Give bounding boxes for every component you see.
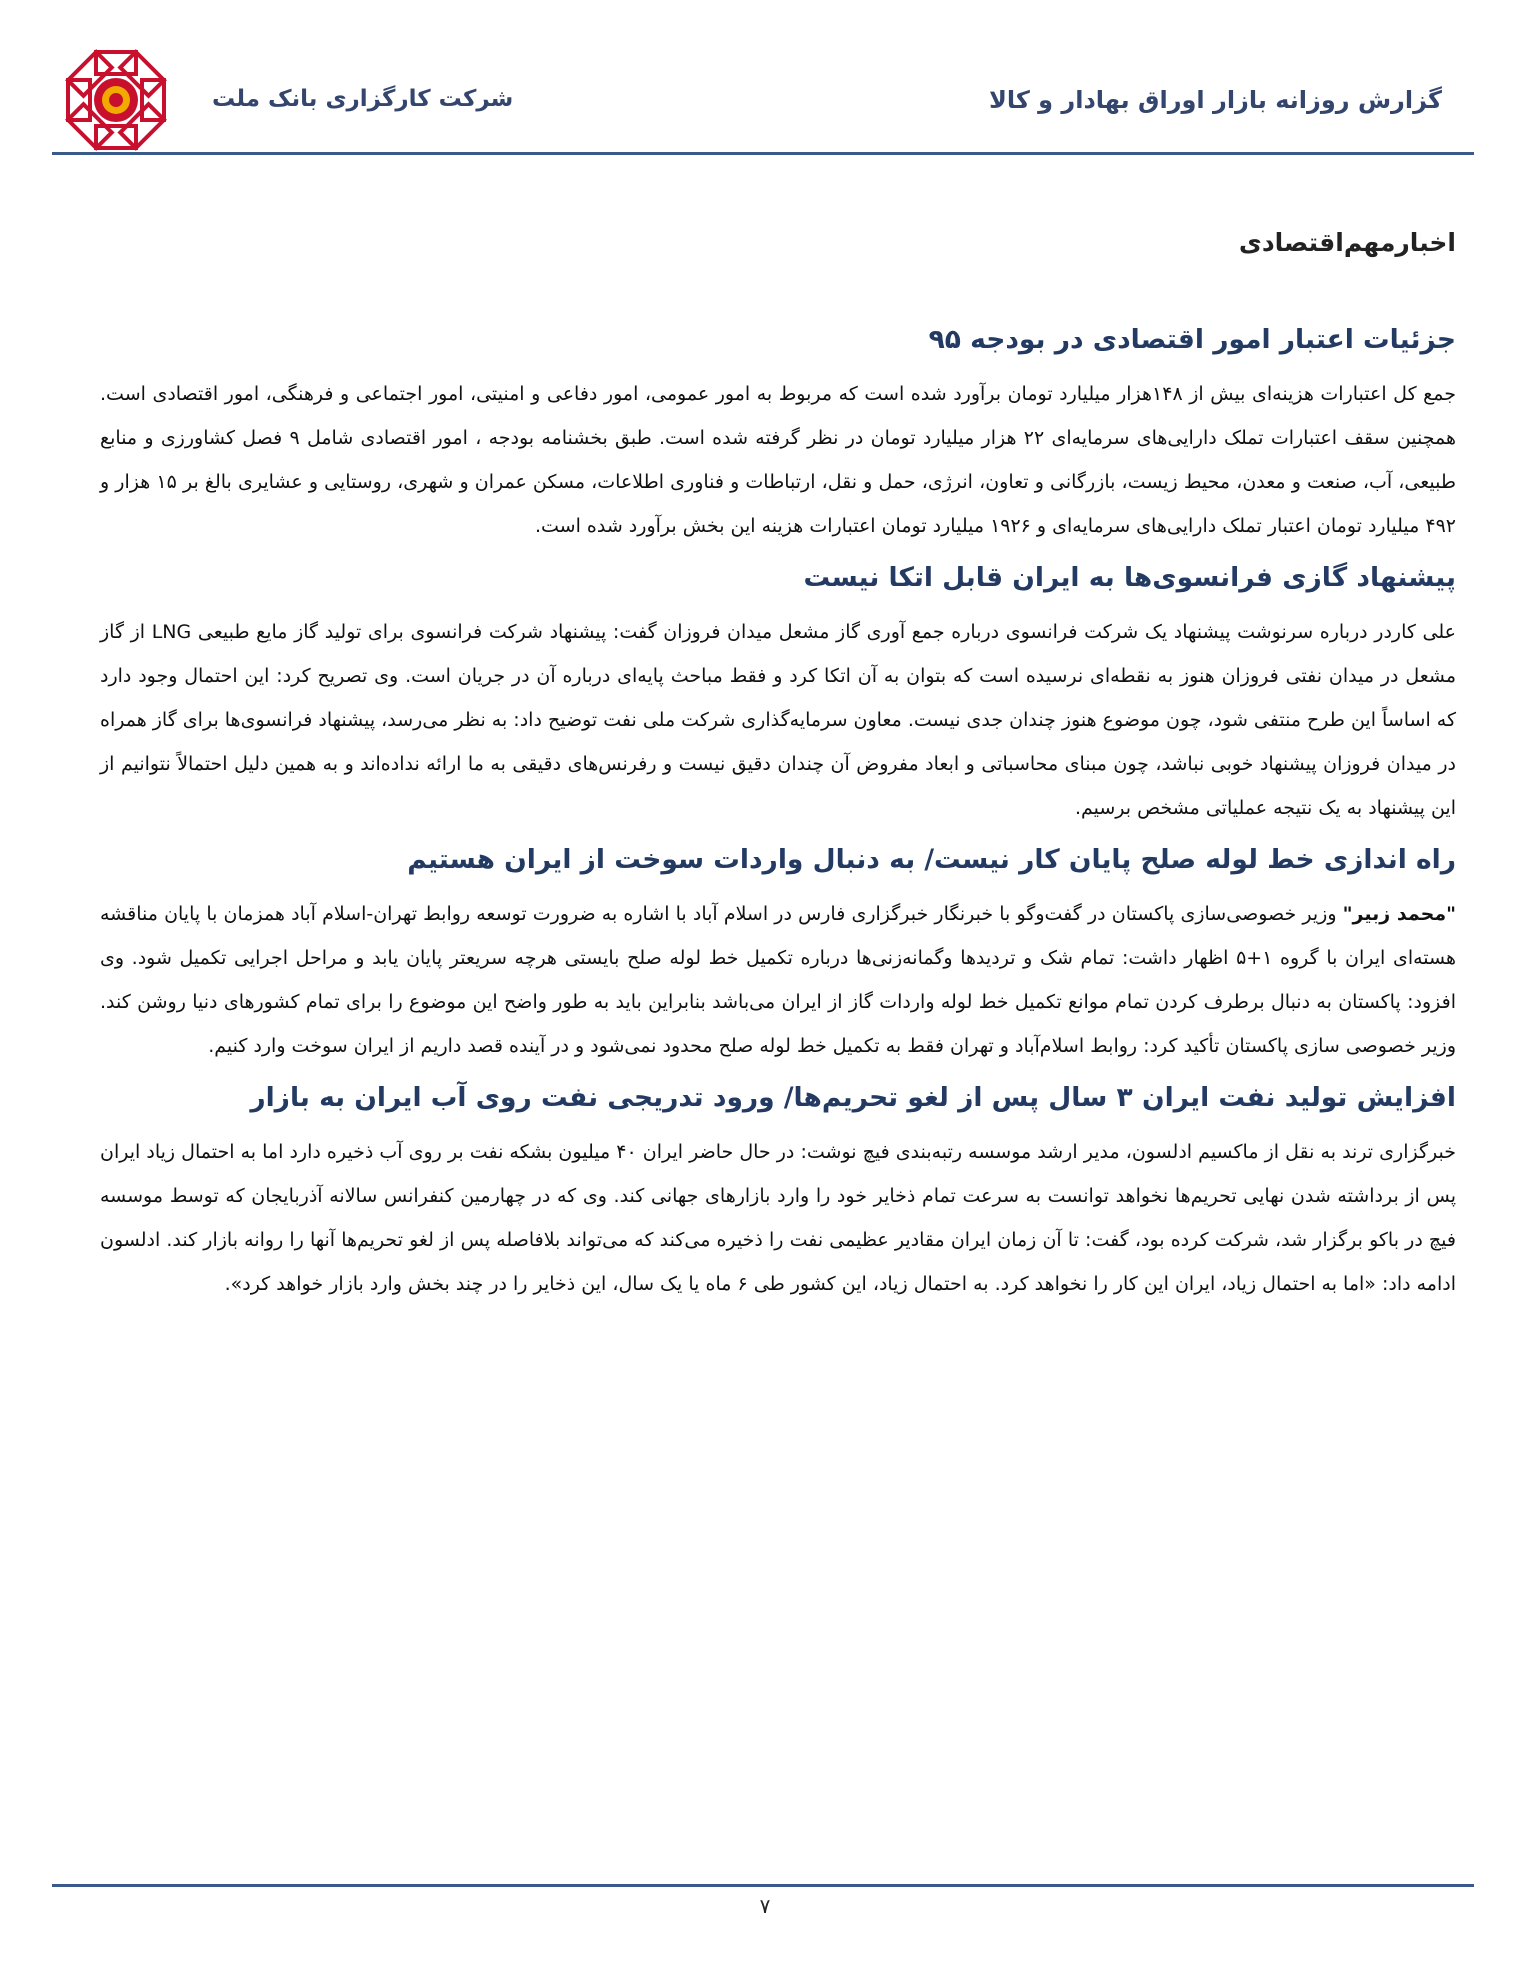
article-title: افزایش تولید نفت ایران ۳ سال پس از لغو تحریم‌ها/ ورود تدریجی نفت روی آب ایران به بازار — [250, 1082, 1456, 1113]
footer-divider — [52, 1884, 1474, 1887]
report-title: گزارش روزانه بازار اوراق بهادار و کالا — [988, 86, 1442, 114]
article-title: راه اندازی خط لوله صلح پایان کار نیست/ به دنبال واردات سوخت از ایران هستیم — [407, 844, 1456, 875]
article-body-container — [100, 892, 1456, 1068]
news-content — [100, 318, 1456, 1314]
news-article — [100, 318, 1456, 548]
article-body: خبرگزاری ترند به نقل از ماکسیم ادلسون، مدیر ارشد موسسه رتبه‌بندی فیچ نوشت: در حال حاضر ایران ۴۰ میلیون بشکه نفت بر روی آب ذخیره دارد اما به احتمال زیاد ایران پس از برداشته شدن نهایی تحریم‌ها نخواهد توانست به سرعت تمام ذخایر خود را وارد بازارهای جهانی کند. وی که در چهارمین کنفرانس سالانه آذربایجان که توسط موسسه فیچ در باکو برگزار شد، شرکت کرده بود، گفت: تا آن زمان ایران مقادیر عظیمی نفت را ذخیره می‌کند که می‌تواند بلافاصله پس از لغو تحریم‌ها آنها را روانه بازار کند. ادلسون ادامه داد: «اما به احتمال زیاد، ایران این کار را نخواهد کرد. به احتمال زیاد، این کشور طی ۶ ماه یا یک سال، این ذخایر را در چند بخش وارد بازار خواهد کرد». — [100, 1141, 1456, 1295]
news-article — [100, 1076, 1456, 1306]
header-divider — [52, 152, 1474, 155]
article-body: جمع کل اعتبارات هزینه‌ای بیش از ۱۴۸هزار میلیارد تومان برآورد شده است که مربوط به امور عمومی، امور دفاعی و امنیتی، امور اجتماعی و فرهنگی، امور اقتصادی است. همچنین سقف اعتبارات تملک دارایی‌های سرمایه‌ای ۲۲ هزار میلیارد تومان در نظر گرفته شده است. طبق بخشنامه بودجه ، امور اقتصادی شامل ۹ فصل کشاورزی و منابع طبیعی، آب، صنعت و معدن، محیط زیست، بازرگانی و تعاون، انرژی، حمل و نقل، ارتباطات و فناوری اطلاعات، مسکن عمران و شهری، روستایی و عشایری بالغ بر ۱۵ هزار و ۴۹۲ میلیارد تومان اعتبار تملک دارایی‌های سرمایه‌ای و ۱۹۲۶ میلیارد تومان اعتبارات هزینه این بخش برآورد شده است. — [100, 383, 1457, 537]
article-title: جزئیات اعتبار امور اقتصادی در بودجه ۹۵ — [928, 324, 1456, 355]
article-body: علی کاردر درباره سرنوشت پیشنهاد یک شرکت فرانسوی درباره جمع آوری گاز مشعل میدان فروزان گفت: پیشنهاد شرکت فرانسوی برای تولید گاز مایع طبیعی LNG از گاز مشعل در میدان نفتی فروزان هنوز به نقطه‌ای نرسیده است که بتوان به آن اتکا کرد و فقط مباحث پایه‌ای درباره آن در جریان است. وی تصریح کرد: این احتمال وجود دارد که اساساً این طرح منتفی شود، چون موضوع هنوز چندان جدی نیست. معاون سرمایه‌گذاری شرکت ملی نفت توضیح داد: به نظر می‌رسد، پیشنهاد فرانسوی‌ها برای گاز همراه در میدان فروزان پیشنهاد خوبی نباشد، چون مبنای محاسباتی و ابعاد مفروض آن چندان دقیق نیست و رفرنس‌های دقیقی به ما ارائه نداده‌اند و به همین دلیل احتمالاً نتوانیم از این پیشنهاد به یک نتیجه عملیاتی مشخص برسیم. — [100, 621, 1456, 819]
news-article — [100, 838, 1456, 1068]
page-number: ۷ — [759, 1894, 771, 1918]
article-body: وزیر خصوصی‌سازی پاکستان در گفت‌وگو با خبرنگار خبرگزاری فارس در اسلام آباد با اشاره به ضرورت توسعه روابط تهران-اسلام آباد همزمان با پایان مناقشه هسته‌ای ایران با گروه ۱+۵ اظهار داشت: تمام شک و تردیدها وگمانه‌زنی‌ها درباره تکمیل خط لوله صلح بایستی هرچه سریعتر پایان یابد و مراحل اجرایی تکمیل شود. وی افزود: پاکستان به دنبال برطرف کردن تمام موانع تکمیل خط لوله واردات گاز از ایران می‌باشد بنابراین باید به طور واضح این موضوع را برای تمام کشورهای دنیا روشن کند. وزیر خصوصی سازی پاکستان تأکید کرد: روابط اسلام‌آباد و تهران فقط به تکمیل خط لوله صلح محدود نمی‌شود و در آینده قصد داریم از ایران سوخت وارد کنیم. — [100, 903, 1456, 1057]
bank-mellat-logo-icon — [62, 46, 170, 154]
news-article — [100, 556, 1456, 830]
section-label: اخبارمهم‌اقتصادی — [1238, 228, 1456, 257]
company-name: شرکت کارگزاری بانک ملت — [212, 86, 514, 112]
article-lead-name: "محمد زبیر" — [1342, 903, 1456, 925]
article-title: پیشنهاد گازی فرانسوی‌ها به ایران قابل اتکا نیست — [803, 562, 1456, 593]
